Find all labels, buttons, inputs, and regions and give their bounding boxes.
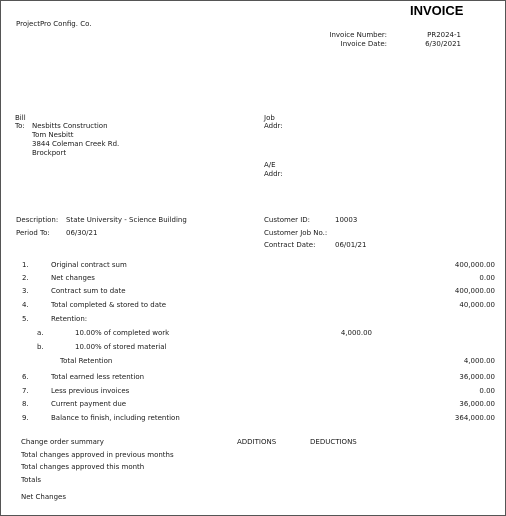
job-addr-label: Addr:: [264, 122, 283, 130]
line-number: 6.: [22, 373, 29, 381]
net-changes-label: Net Changes: [21, 493, 66, 501]
change-order-row: Totals: [21, 476, 41, 484]
period-label: Period To:: [16, 229, 50, 237]
line-label: Less previous invoices: [51, 387, 130, 395]
retention-amount: 4,000.00: [340, 329, 372, 337]
change-order-row: Total changes approved in previous months: [21, 451, 174, 459]
line-label: Balance to finish, including retention: [51, 414, 180, 422]
line-number: 1.: [22, 261, 29, 269]
line-number: 5.: [22, 315, 29, 323]
job-label: Job: [264, 114, 275, 122]
total-retention-amount: 4,000.00: [463, 357, 495, 365]
retention-label: 10.00% of stored material: [75, 343, 167, 351]
period-value: 06/30/21: [66, 229, 98, 237]
line-number: 4.: [22, 301, 29, 309]
ae-label: A/E: [264, 161, 276, 169]
line-label: Contract sum to date: [51, 287, 126, 295]
line-amount: 400,000.00: [454, 261, 495, 269]
additions-header: ADDITIONS: [237, 438, 277, 446]
line-amount: 364,000.00: [454, 414, 495, 422]
line-number: 2.: [22, 274, 29, 282]
invoice-number: PR2024-1: [427, 31, 461, 39]
bill-to-line: Tom Nesbitt: [32, 131, 74, 139]
line-label: Current payment due: [51, 400, 127, 408]
bill-to-line: Brockport: [32, 149, 67, 157]
invoice-title: INVOICE: [410, 3, 464, 18]
line-label: Total earned less retention: [51, 373, 145, 381]
line-amount: 36,000.00: [459, 400, 495, 408]
retention-letter: b.: [37, 343, 44, 351]
line-amount: 0.00: [479, 274, 495, 282]
retention-label: 10.00% of completed work: [75, 329, 170, 337]
line-number: 3.: [22, 287, 29, 295]
line-number: 8.: [22, 400, 29, 408]
change-order-row: Total changes approved this month: [21, 463, 145, 471]
bill-label: Bill: [15, 114, 26, 122]
company-name: ProjectPro Config. Co.: [16, 20, 92, 28]
customer-id-label: Customer ID:: [264, 216, 311, 224]
description-value: State University - Science Building: [66, 216, 187, 224]
invoice-date: 6/30/2021: [425, 40, 461, 48]
line-label: Retention:: [51, 315, 88, 323]
to-label: To:: [15, 122, 25, 130]
line-number: 7.: [22, 387, 29, 395]
contract-date-value: 06/01/21: [335, 241, 367, 249]
line-label: Original contract sum: [51, 261, 127, 269]
invoice-number-label: Invoice Number:: [329, 31, 387, 39]
change-order-summary-label: Change order summary: [21, 438, 104, 446]
line-label: Total completed & stored to date: [51, 301, 167, 309]
customer-job-label: Customer Job No.:: [264, 229, 328, 237]
description-label: Description:: [16, 216, 59, 224]
invoice-date-label: Invoice Date:: [340, 40, 387, 48]
line-label: Net changes: [51, 274, 95, 282]
bill-to-line: Nesbitts Construction: [32, 122, 108, 130]
retention-letter: a.: [37, 329, 44, 337]
line-amount: 0.00: [479, 387, 495, 395]
bill-to-line: 3844 Coleman Creek Rd.: [32, 140, 120, 148]
line-amount: 36,000.00: [459, 373, 495, 381]
line-amount: 40,000.00: [459, 301, 495, 309]
customer-id-value: 10003: [335, 216, 358, 224]
total-retention-label: Total Retention: [60, 357, 113, 365]
contract-date-label: Contract Date:: [264, 241, 316, 249]
deductions-header: DEDUCTIONS: [310, 438, 357, 446]
ae-addr-label: Addr:: [264, 170, 283, 178]
line-amount: 400,000.00: [454, 287, 495, 295]
line-number: 9.: [22, 414, 29, 422]
